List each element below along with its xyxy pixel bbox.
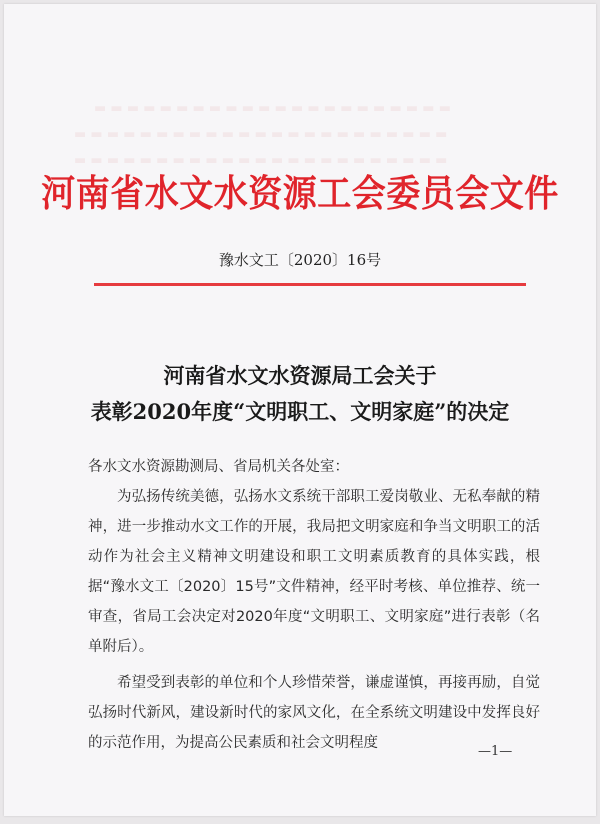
document-page: [4, 4, 596, 816]
decision-title: [4, 358, 596, 430]
document-number: 豫水文工〔2020〕16号: [218, 251, 382, 269]
salutation: 各水文水资源勘测局、省局机关各处室：: [88, 459, 349, 475]
letterhead-red-rule: [94, 283, 526, 286]
document-body: [88, 452, 540, 758]
decision-title-line-2: 表彰2020年度“文明职工、文明家庭”的决定: [90, 399, 510, 424]
body-paragraph-2: 希望受到表彰的单位和个人珍惜荣誉，谦虚谨慎，再接再励，自觉弘扬时代新风，建设新时代的家风文化，在全系统文明建设中发挥良好的示范作用，为提高公民素质和社会文明程度: [88, 675, 540, 751]
letterhead-title: 河南省水文水资源工会委员会文件: [41, 172, 559, 216]
page-number: —1—: [478, 744, 513, 759]
show-through-texture: ▬ ▬ ▬ ▬ ▬ ▬ ▬ ▬ ▬ ▬ ▬ ▬ ▬ ▬ ▬ ▬ ▬ ▬ ▬ ▬ ▬ ▬ ▬ ▬ ▬ ▬ ▬ ▬ ▬ ▬ ▬ ▬ ▬ ▬ ▬ ▬ ▬ ▬ ▬ ▬ ▬ ▬ ▬ ▬ ▬ ▬ ▬ ▬ ▬ ▬ ▬ ▬ ▬ ▬ ▬ ▬ ▬ ▬ ▬ ▬ ▬ ▬ ▬ ▬ ▬ ▬ ▬ ▬: [74, 101, 451, 168]
decision-title-line-1: 河南省水文水资源局工会关于: [163, 363, 437, 388]
body-paragraph-1: 为弘扬传统美德，弘扬水文系统干部职工爱岗敬业、无私奉献的精神，进一步推动水文工作的开展，我局把文明家庭和争当文明职工的活动作为社会主义精神文明建设和职工文明素质教育的具体实践，根据“豫水文工〔2020〕15号”文件精神，经平时考核、单位推荐、统一审查，省局工会决定对2020年度“文明职工、文明家庭”进行表彰（名单附后）。: [88, 489, 540, 655]
